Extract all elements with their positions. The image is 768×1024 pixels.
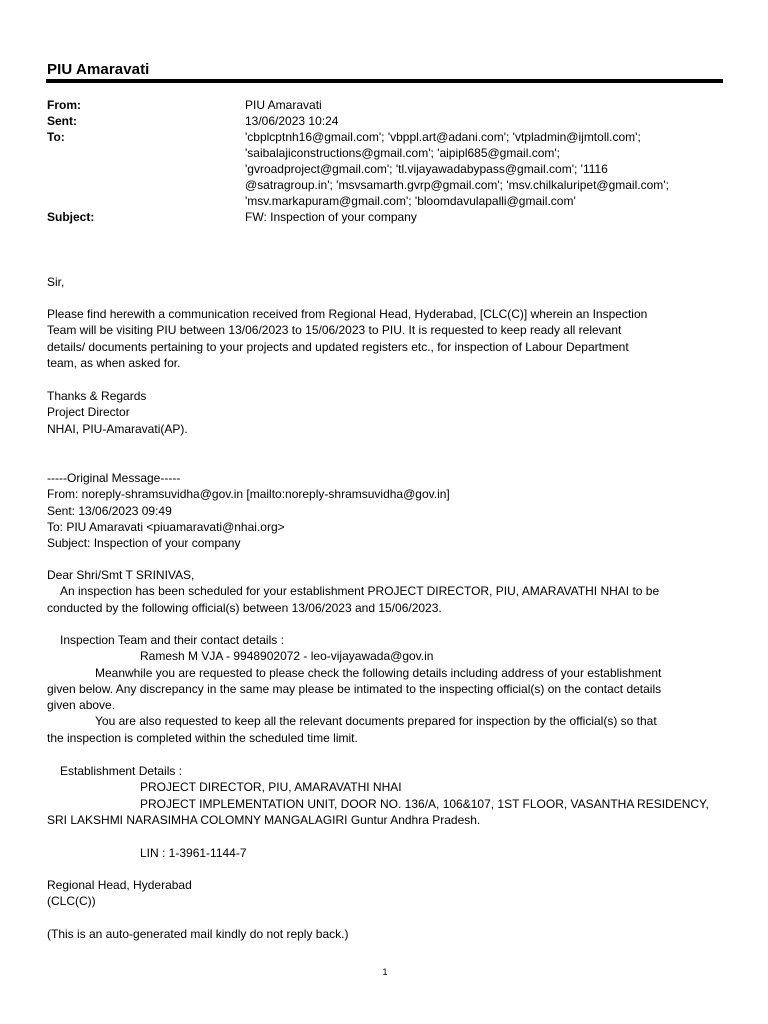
establishment-heading: Establishment Details : xyxy=(60,764,183,778)
inspection-team-section xyxy=(47,632,727,746)
paragraph-line: Team will be visiting PIU between 13/06/2023 to 15/06/2023 to PIU. It is requested to keep ready all relevant xyxy=(47,323,622,338)
intro-line: An inspection has been scheduled for your establishment PROJECT DIRECTOR, PIU, AMARAVATHI NHAI to be xyxy=(60,584,660,599)
to-label: To: xyxy=(47,130,65,144)
closing-line: Regional Head, Hyderabad xyxy=(47,878,192,892)
signoff-line: Project Director xyxy=(47,405,130,420)
page-title: PIU Amaravati xyxy=(47,61,150,78)
to-line: 'gvroadproject@gmail.com'; 'tl.vijayawadabypass@gmail.com'; '1116 xyxy=(245,162,608,176)
to-line: 'cbplcptnh16@gmail.com'; 'vbppl.art@adani.com'; 'vtpladmin@ijmtoll.com'; xyxy=(245,130,641,144)
paragraph-line: details/ documents pertaining to your projects and updated registers etc., for inspection of Labour Department xyxy=(47,339,629,354)
to-line: 'msv.markapuram@gmail.com'; 'bloomdavulapalli@gmail.com' xyxy=(245,194,576,208)
team-member: Ramesh M VJA - 9948902072 - leo-vijayawada@gov.in xyxy=(140,649,434,664)
keep-line: the inspection is completed within the scheduled time limit. xyxy=(47,730,358,745)
closing-line: (CLC(C)) xyxy=(47,894,96,909)
auto-generated-note: (This is an auto-generated mail kindly do not reply back.) xyxy=(47,927,349,941)
original-message-header xyxy=(47,470,727,551)
original-subject: Subject: Inspection of your company xyxy=(47,536,241,551)
original-body-intro xyxy=(47,567,727,616)
email-header xyxy=(47,97,727,225)
sent-value: 13/06/2023 10:24 xyxy=(245,114,339,128)
signoff-line: NHAI, PIU-Amaravati(AP). xyxy=(47,421,188,436)
team-heading: Inspection Team and their contact details : xyxy=(60,633,284,647)
to-line: @satragroup.in'; 'msvsamarth.gvrp@gmail.com'; 'msv.chilkaluripet@gmail.com'; xyxy=(245,178,669,192)
original-separator: -----Original Message----- xyxy=(47,471,181,485)
sent-row xyxy=(47,113,727,129)
sent-label: Sent: xyxy=(47,114,77,128)
signoff-line: Thanks & Regards xyxy=(47,389,147,403)
meanwhile-line: Meanwhile you are requested to please check the following details including address of your establishment xyxy=(95,665,662,680)
establishment-section xyxy=(47,763,727,828)
to-line: 'saibalajiconstructions@gmail.com'; 'aipipl685@gmail.com'; xyxy=(245,146,560,160)
paragraph-line: team, as when asked for. xyxy=(47,355,181,370)
original-from: From: noreply-shramsuvidha@gov.in [mailto:noreply-shramsuvidha@gov.in] xyxy=(47,487,450,502)
to-row xyxy=(47,129,727,209)
original-sent: Sent: 13/06/2023 09:49 xyxy=(47,503,172,518)
original-to: To: PIU Amaravati <piuamaravati@nhai.org> xyxy=(47,519,285,534)
address-line: SRI LAKSHMI NARASIMHA COLOMNY MANGALAGIRI Guntur Andhra Pradesh. xyxy=(47,812,481,827)
to-recipients xyxy=(245,129,727,209)
greeting: Dear Shri/Smt T SRINIVAS, xyxy=(47,568,195,582)
subject-row xyxy=(47,209,727,225)
meanwhile-line: given above. xyxy=(47,698,116,713)
address-line: PROJECT IMPLEMENTATION UNIT, DOOR NO. 136/A, 106&107, 1ST FLOOR, VASANTHA RESIDENCY, xyxy=(140,796,709,811)
salutation: Sir, xyxy=(47,275,65,289)
lin-number: LIN : 1-3961-1144-7 xyxy=(140,846,247,860)
signature-block xyxy=(47,388,727,437)
subject-label: Subject: xyxy=(47,210,95,224)
establishment-name: PROJECT DIRECTOR, PIU, AMARAVATHI NHAI xyxy=(140,780,402,795)
from-value: PIU Amaravati xyxy=(245,98,322,112)
forward-paragraph xyxy=(47,306,727,371)
from-label: From: xyxy=(47,98,81,112)
paragraph-line: Please find herewith a communication received from Regional Head, Hyderabad, [CLC(C)] wherein an Inspection xyxy=(47,307,648,321)
title-divider xyxy=(46,79,723,83)
page-number: 1 xyxy=(382,967,388,977)
intro-line: conducted by the following official(s) between 13/06/2023 and 15/06/2023. xyxy=(47,600,442,615)
keep-line: You are also requested to keep all the relevant documents prepared for inspection by the official(s) so that xyxy=(95,714,657,729)
meanwhile-line: given below. Any discrepancy in the same may please be intimated to the inspecting official(s) on the contact details xyxy=(47,681,662,696)
from-row xyxy=(47,97,727,113)
closing-block xyxy=(47,877,727,910)
subject-value: FW: Inspection of your company xyxy=(245,210,417,224)
